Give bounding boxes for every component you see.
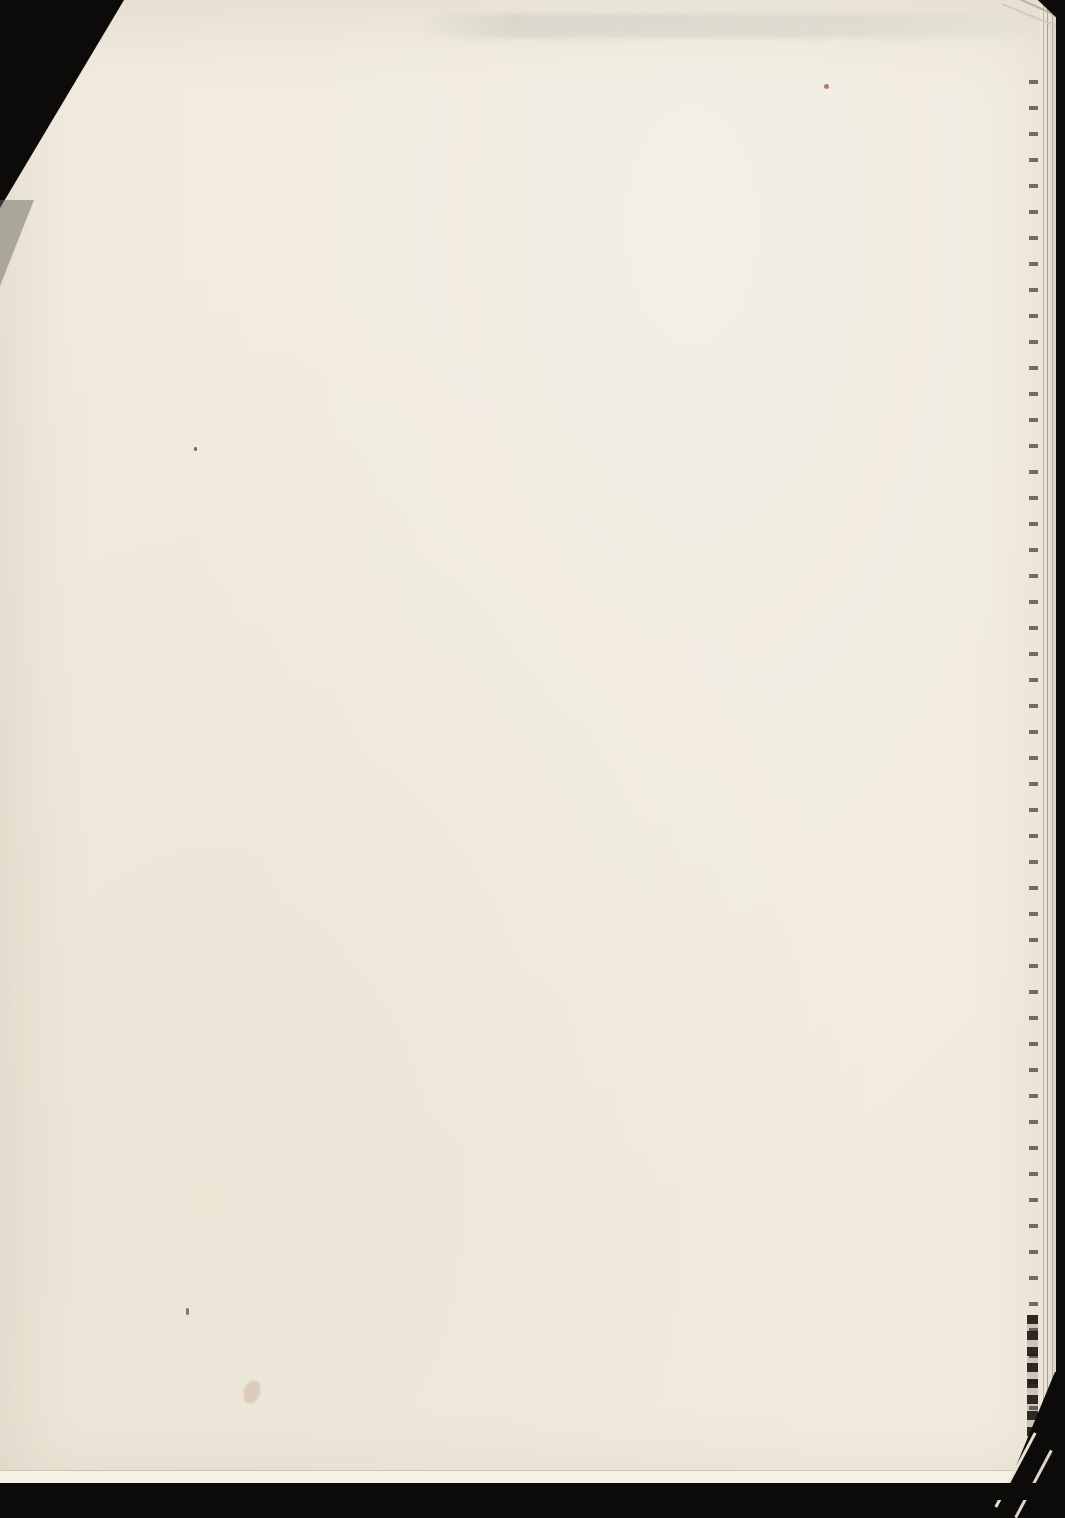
scanner-background-bottom <box>0 1483 1065 1500</box>
ink-speck <box>824 84 829 89</box>
binding-stitch-marks <box>1029 80 1038 1475</box>
ink-speck <box>194 447 197 451</box>
paper-stain <box>240 1378 263 1406</box>
ink-speck <box>186 1308 189 1315</box>
page-stack-edge <box>1040 0 1057 1500</box>
bleedthrough-smudge-band <box>420 14 1050 38</box>
scanner-background-right <box>1056 0 1065 1500</box>
